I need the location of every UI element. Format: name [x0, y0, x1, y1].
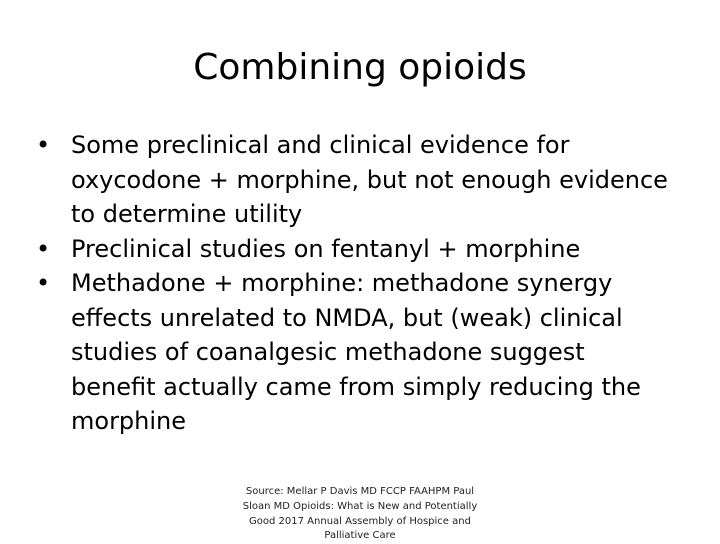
source-citation: Source: Mellar P Davis MD FCCP FAAHPM Paul Sloan MD Opioids: What is New and Potentially Good 2017 Annual Assembly of Hospice and Palliative Care: [242, 486, 478, 542]
bullet-item: [36, 128, 676, 232]
bullet-item: [36, 232, 676, 267]
bullet-marker: •: [36, 269, 51, 297]
slide-title: Combining opioids: [193, 47, 527, 88]
bullet-text: Preclinical studies on fentanyl + morphine: [71, 234, 581, 263]
bullet-marker: •: [36, 131, 51, 159]
bullet-text: Some preclinical and clinical evidence for oxycodone + morphine, but not enough evidence to determine utility: [71, 131, 668, 228]
bullet-text: Methadone + morphine: methadone synergy effects unrelated to NMDA, but (weak) clinical studies of coanalgesic methadone suggest benefit actually came from simply reducing the morphine: [71, 269, 641, 435]
bullet-list: [36, 128, 676, 439]
bullet-item: [36, 266, 676, 439]
bullet-marker: •: [36, 234, 51, 263]
